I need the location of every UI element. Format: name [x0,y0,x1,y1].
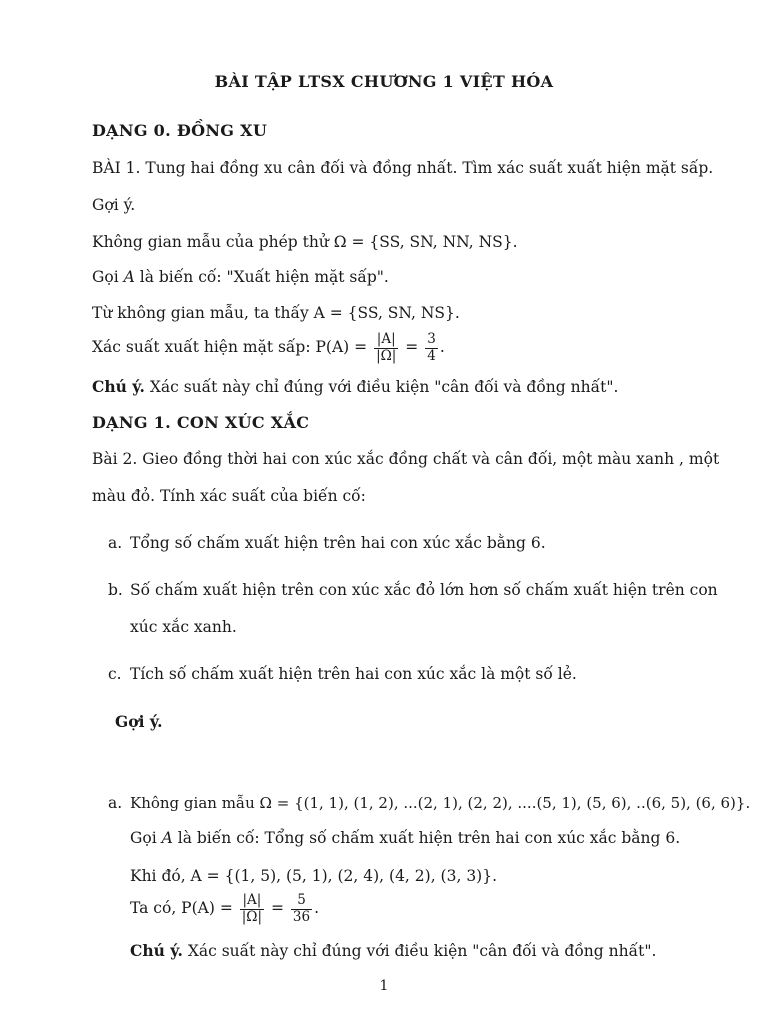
solution-marker: a. [108,794,123,812]
list-item-text: Số chấm xuất hiện trên con xúc xắc đỏ lớn hơn số chấm xuất hiện trên con [130,581,718,599]
equals-sign: = [270,899,284,918]
fraction-denominator: 36 [292,908,311,925]
solution-probability-formula [130,893,319,925]
fraction-a-over-omega [374,332,398,364]
problem-2-line2: màu đỏ. Tính xác suất của biến cố: [92,487,366,505]
fraction-result [291,893,312,925]
period: . [314,899,320,918]
period: . [439,338,445,357]
section-heading-coins: DẠNG 0. ĐỒNG XU [92,121,268,140]
event-prefix: Gọi [92,268,124,286]
event-set-text: Từ không gian mẫu, ta thấy A = {SS, SN, NS}. [92,304,460,322]
solution-event-set: Khi đó, A = {(1, 5), (5, 1), (2, 4), (4, 2), (3, 3)}. [130,867,498,885]
event-suffix: là biến cố: Tổng số chấm xuất hiện trên hai con xúc xắc bằng 6. [172,829,681,847]
event-prefix: Gọi [130,829,162,847]
note-text: Xác suất này chỉ đúng với điều kiện "cân đối và đồng nhất". [144,378,619,396]
list-item-text-continued: xúc xắc xanh. [130,618,237,636]
probability-prefix: Ta có, P(A) = [130,899,233,918]
section-heading-dice: DẠNG 1. CON XÚC XẮC [92,413,310,432]
page-number: 1 [379,978,389,994]
equals-sign: = [405,338,419,357]
list-item-marker: a. [108,534,123,552]
fraction-numerator: 3 [427,331,436,347]
problem-2-line1: Bài 2. Gieo đồng thời hai con xúc xắc đồng chất và cân đối, một màu xanh , một [92,450,720,468]
hint-label: Gợi ý. [92,196,136,214]
list-item-marker: c. [108,665,122,683]
list-item-text: Tổng số chấm xuất hiện trên hai con xúc xắc bằng 6. [130,534,546,552]
solution-note [130,941,656,960]
event-suffix: là biến cố: "Xuất hiện mặt sấp". [134,268,389,286]
note-label: Chú ý. [130,941,183,960]
problem-1-text: BÀI 1. Tung hai đồng xu cân đối và đồng nhất. Tìm xác suất xuất hiện mặt sấp. [92,159,714,177]
event-variable: A [161,829,173,847]
list-item-text: Tích số chấm xuất hiện trên hai con xúc xắc là một số lẻ. [130,665,577,683]
sample-space-text: Không gian mẫu của phép thử Ω = {SS, SN, NN, NS}. [92,233,518,251]
document-title: BÀI TẬP LTSX CHƯƠNG 1 VIỆT HÓA [214,72,554,91]
note-text: Xác suất này chỉ đúng với điều kiện "cân đối và đồng nhất". [182,942,657,960]
solution-sample-space: Không gian mẫu Ω = {(1, 1), (1, 2), ...(2, 1), (2, 2), ....(5, 1), (5, 6), ..(6, 5), (6, 6)}. [130,794,751,812]
fraction-numerator: |A| [240,893,264,910]
solution-event-definition [130,829,680,847]
probability-formula [92,332,445,364]
event-definition [92,268,389,286]
fraction-denominator: 4 [427,347,436,364]
list-item-marker: b. [108,581,123,599]
event-variable: A [123,268,135,286]
fraction-result [425,332,438,364]
fraction-a-over-omega [240,893,264,925]
fraction-numerator: |A| [374,332,398,349]
fraction-numerator: 5 [291,893,312,910]
hint-label: Gợi ý. [115,712,163,731]
fraction-denominator: |Ω| [376,347,397,364]
fraction-denominator: |Ω| [241,908,263,925]
note-label: Chú ý. [92,377,145,396]
note [92,377,618,396]
probability-prefix: Xác suất xuất hiện mặt sấp: P(A) = [92,338,368,357]
